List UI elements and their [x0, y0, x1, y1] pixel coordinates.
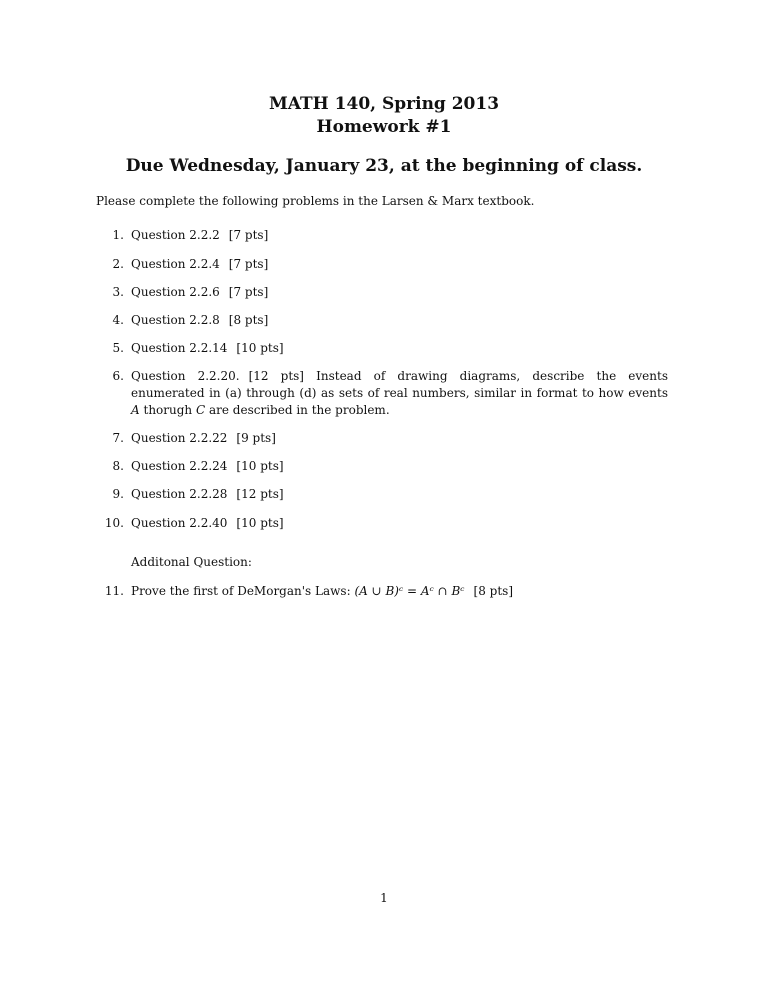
problem-number: 7.	[112, 431, 124, 445]
problem-points: [7 pts]	[228, 228, 269, 242]
problem-label: Question 2.2.40	[131, 516, 228, 530]
problem-label: Question 2.2.22	[131, 431, 228, 445]
problem-points: [10 pts]	[236, 341, 284, 355]
problem-label: Question 2.2.28	[131, 487, 228, 501]
problem-label: Question 2.2.20.	[131, 369, 240, 383]
additional-question-heading: Additonal Question:	[131, 555, 252, 569]
problem-points: [7 pts]	[228, 257, 269, 271]
problem-points: [12 pts]	[236, 487, 284, 501]
event-variable: A	[131, 403, 140, 417]
problem-label: Question 2.2.8	[131, 313, 220, 327]
problem-number: 4.	[112, 313, 124, 327]
assignment-title: Homework #1	[316, 117, 452, 137]
due-date: Due Wednesday, January 23, at the beginning of class.	[125, 156, 643, 176]
problem-label: Question 2.2.14	[131, 341, 228, 355]
problem-points: [8 pts]	[473, 584, 514, 598]
problem-points: [8 pts]	[228, 313, 269, 327]
problem-points: [10 pts]	[236, 459, 284, 473]
problem-description-end: are described in the problem.	[209, 403, 390, 417]
event-variable: C	[195, 403, 206, 417]
problem-label: Question 2.2.2	[131, 228, 220, 242]
problem-number: 9.	[112, 487, 124, 501]
problem-label: Question 2.2.4	[131, 257, 220, 271]
demorgan-formula: (A ∪ B)ᶜ = Aᶜ ∩ Bᶜ	[354, 584, 465, 598]
course-title: MATH 140, Spring 2013	[268, 94, 500, 114]
problem-label: Question 2.2.24	[131, 459, 228, 473]
problem-description: Prove the first of DeMorgan's Laws:	[131, 584, 351, 598]
problem-number: 2.	[112, 257, 124, 271]
instructions: Please complete the following problems in the Larsen & Marx textbook.	[96, 194, 535, 208]
problem-label: Question 2.2.6	[131, 285, 220, 299]
problem-number: 11.	[104, 584, 124, 598]
page-number: 1	[380, 891, 388, 905]
problem-points: [7 pts]	[228, 285, 269, 299]
problem-number: 3.	[112, 285, 124, 299]
problem-number: 5.	[112, 341, 124, 355]
problem-points: [10 pts]	[236, 516, 284, 530]
problem-description: Instead of drawing diagrams, describe the events enumerated in (a) through (d) as sets of real numbers, similar in format to how events	[131, 369, 668, 400]
problem-number: 10.	[104, 516, 124, 530]
problem-description-cont: thorugh	[143, 403, 193, 417]
problem-points: [9 pts]	[236, 431, 276, 445]
problem-number: 1.	[112, 228, 124, 242]
problem-number: 6.	[112, 369, 124, 383]
problem-number: 8.	[112, 459, 124, 473]
problem-points: [12 pts]	[248, 369, 304, 383]
